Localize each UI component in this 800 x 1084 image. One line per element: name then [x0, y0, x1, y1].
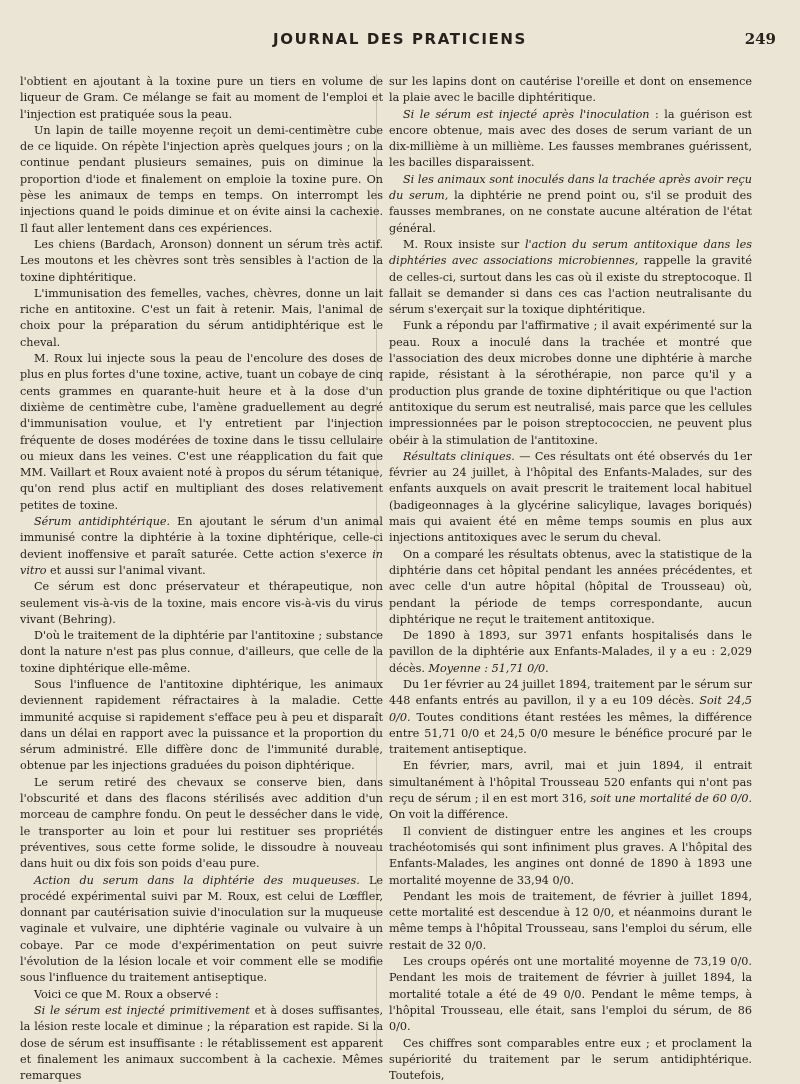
paragraph: Les croups opérés ont une mortalité moyenne de 73,19 0/0. Pendant les mois de traitement de février à juillet 1894, la mortalité totale a été de 49 0/0. Pendant le même temps, à l'hôpital Trousseau, elle était, sans l'emploi du sérum, de 86 0/0.	[389, 955, 752, 1034]
paragraph: On a comparé les résultats obtenus, avec la statistique de la diphtérie dans cet hôpital pendant les années précédentes, et avec celle d'un autre hôpital (hôpital de Trousseau) où, pendant la période de temps correspondante, aucun diphtérique ne reçut le traitement antitoxique.	[389, 547, 752, 626]
statistic: Moyenne : 51,71 0/0.	[428, 661, 549, 675]
paragraph: Funk a répondu par l'affirmative ; il avait expérimenté sur la peau. Roux a inoculé dans la trachée et montré que l'association des deux microbes donne une diphtérie à marche rapide, résistant à la sérothérapie, non parce qu'il y a production plus grande de toxine diphtéritique ou que l'action antitoxique du serum est neutralisé, mais parce que les cellules impressionnées par le poison streptococcien, ne peuvent plus obéir à la stimulation de l'antitoxine.	[389, 319, 752, 447]
running-title: JOURNAL DES PRATICIENS	[273, 30, 527, 48]
paragraph: Si le sérum est injecté primitivement et à doses suffisantes, la lésion reste locale et diminue ; la réparation est rapide. Si la dose de sérum est insuffisante : le rétablissement est apparent et finalement les animaux succombent à la cachexie. Mêmes remarques	[20, 1003, 383, 1083]
paragraph: Sous l'influence de l'antitoxine diphtérique, les animaux deviennent rapidement réfractaires à la maladie. Cette immunité acquise si rapidement s'efface peu à peu et disparaît dans un délai en rapport avec la puissance et la proportion du sérum administré. Elle diffère donc de l'immunité durable, obtenue par les injections graduées du poison diphtérique.	[20, 677, 383, 773]
paragraph: sur les lapins dont on cautérise l'oreille et dont on ensemence la plaie avec le bacille diphtéritique.	[389, 75, 752, 105]
section-heading: l'action du serum antitoxique dans les diphtéries avec associations microbiennes,	[389, 237, 752, 268]
paragraph: Pendant les mois de traitement, de février à juillet 1894, cette mortalité est descendue à 12 0/0, et néanmoins durant le même temps à l'hôpital Trousseau, sans l'emploi du sérum, elle restait de 32 0/0.	[389, 889, 752, 952]
paragraph: Ce sérum est donc préservateur et thérapeutique, non seulement vis-à-vis de la toxine, mais encore vis-à-vis du virus vivant (Behring).	[20, 580, 383, 626]
paragraph: Du 1er février au 24 juillet 1894, traitement par le sérum sur 448 enfants entrés au pavillon, il y a eu 109 décès. Soit 24,5 0/0. Toutes conditions étant restées les mêmes, la différence entre 51,71 0/0 et 24,5 0/0 mesure le bénéfice procuré par le traitement antiseptique.	[389, 677, 752, 757]
paragraph: L'immunisation des femelles, vaches, chèvres, donne un lait riche en antitoxine. C'est un fait à retenir. Mais, l'animal de choix pour la préparation du sérum antidiphtérique est le cheval.	[20, 286, 383, 349]
section-heading: Action du serum dans la diphtérie des muqueuses.	[34, 873, 360, 887]
paragraph: Voici ce que M. Roux a observé :	[34, 987, 219, 1001]
section-heading: Si les animaux sont inoculés dans la trachée après avoir reçu du serum,	[389, 172, 752, 203]
section-heading: Résultats cliniques.	[403, 449, 515, 463]
paragraph: De 1890 à 1893, sur 3971 enfants hospitalisés dans le pavillon de la diphtérie aux Enfants-Malades, il y a eu : 2,029 décès. Moyenne : 51,71 0/0.	[389, 629, 752, 675]
paragraph: Il convient de distinguer entre les angines et les croups trachéotomisés qui sont infiniment plus graves. A l'hôpital des Enfants-Malades, les angines ont donné de 1890 à 1893 une mortalité moyenne de 33,94 0/0.	[389, 824, 752, 887]
paragraph: Ces chiffres sont comparables entre eux ; et proclament la supériorité du traitement par le serum antidiphtérique. Toutefois,	[389, 1036, 752, 1083]
page-header	[20, 30, 780, 54]
paragraph: Sérum antidiphtérique. En ajoutant le sérum d'un animal immunisé contre la diphtérie à la toxine diphtérique, celle-ci devient inoffensive et paraît saturée. Cette action s'exerce in vitro et aussi sur l'animal vivant.	[20, 515, 383, 577]
paragraph: Le serum retiré des chevaux se conserve bien, dans l'obscurité et dans des flacons stérilisés avec addition d'un morceau de camphre fondu. On peut le dessécher dans le vide, le transporter au loin et pour lui restituer ses propriétés préventives, sous cette forme solide, le dissoudre à nouveau dans huit ou dix fois son poids d'eau pure.	[20, 775, 383, 871]
page-number: 249	[744, 30, 776, 48]
right-column	[389, 74, 752, 1084]
statistic: soit une mortalité de 60 0/0.	[590, 792, 752, 806]
paragraph: M. Roux lui injecte sous la peau de l'encolure des doses de plus en plus fortes d'une toxine, active, tuant un cobaye de cinq cents grammes en quarante-huit heure et à la dose d'un dixième de centimètre cube, l'amène graduellement au degré d'immunisation voulue, et l'y entretient par l'injection fréquente de doses modérées de toxine dans le tissu cellulaire ou mieux dans les veines. C'est une réapplication du fait que MM. Vaillart et Roux avaient noté à propos du sérum tétanique, qu'on rend plus actif en multipliant des doses relativement petites de toxine.	[20, 352, 383, 512]
paragraph: M. Roux insiste sur l'action du serum antitoxique dans les diphtéries avec associations microbiennes, rappelle la gravité de celles-ci, surtout dans les cas où il existe du streptocoque. Il fallait se demander si dans ces cas l'action neutralisante du sérum s'exerçait sur la toxique diphtéritique.	[389, 237, 752, 317]
paragraph: Résultats cliniques. — Ces résultats ont été observés du 1er février au 24 juillet, à l'hôpital des Enfants-Malades, sur des enfants auxquels on avait prescrit le traitement local habituel (badigeonnages à la glycérine salicylique, lavages boriqués) mais qui avaient été en même temps soumis en plus aux injections antitoxiques avec le serum du cheval.	[389, 449, 752, 545]
paragraph: D'où le traitement de la diphtérie par l'antitoxine ; substance dont la nature n'est pas plus connue, d'ailleurs, que celle de la toxine diphtérique elle-même.	[20, 629, 383, 675]
paragraph: l'obtient en ajoutant à la toxine pure un tiers en volume de liqueur de Gram. Ce mélange se fait au moment de l'emploi et l'injection est pratiquée sous la peau.	[20, 75, 383, 121]
paragraph: Action du serum dans la diphtérie des muqueuses. Le procédé expérimental suivi par M. Roux, est celui de Lœffler, donnant par cautérisation suivie d'inoculation sur la muqueuse vaginale et vulvaire, une diphtérie vaginale ou vulvaire à un cobaye. Par ce mode d'expérimentation on peut suivre l'évolution de la lésion locale et voir comment elle se modifie sous l'influence du traitement antiseptique.	[20, 873, 383, 985]
paragraph: Si les animaux sont inoculés dans la trachée après avoir reçu du serum, la diphtérie ne prend point ou, s'il se produit des fausses membranes, on ne constate aucune altération de l'état général.	[389, 172, 752, 235]
paragraph: Les chiens (Bardach, Aronson) donnent un sérum très actif. Les moutons et les chèvres sont très sensibles à l'action de la toxine diphtéritique.	[20, 237, 383, 284]
paragraph: Si le sérum est injecté après l'inoculation : la guérison est encore obtenue, mais avec des doses de serum variant de un dix-millième à un millième. Les fausses membranes guérissent, les bacilles disparaissent.	[389, 107, 752, 170]
section-heading: Sérum antidiphtérique.	[34, 515, 171, 529]
left-column	[20, 74, 383, 1084]
paragraph: En février, mars, avril, mai et juin 1894, il entrait simultanément à l'hôpital Trousseau 520 enfants qui n'ont pas reçu de sérum ; il en est mort 316, soit une mortalité de 60 0/0. On voit la différence.	[389, 759, 752, 822]
section-heading: Si le sérum est injecté primitivement	[34, 1003, 250, 1017]
section-heading: Si le sérum est injecté après l'inoculation	[403, 107, 650, 121]
statistic: Soit 24,5 0/0.	[389, 694, 752, 724]
paragraph: Un lapin de taille moyenne reçoit un demi-centimètre cube de ce liquide. On répète l'injection après quelques jours ; on la continue pendant plusieurs semaines, puis on diminue la proportion d'iode et finalement on emploie la toxine pure. On pèse les animaux de temps en temps. On interrompt les injections quand le poids diminue et on évite ainsi la cachexie. Il faut aller lentement dans ces expériences.	[20, 123, 383, 235]
